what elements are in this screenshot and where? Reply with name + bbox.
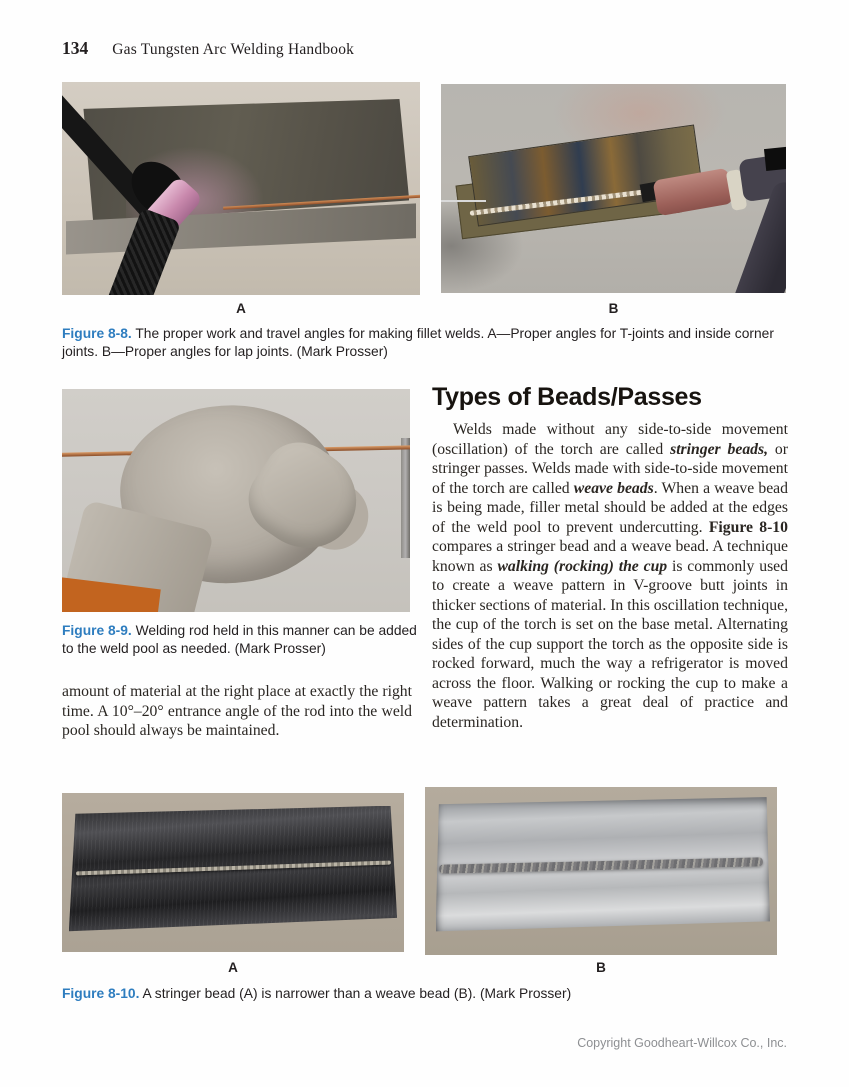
tungsten-electrode — [441, 200, 486, 202]
paragraph-segment: compares a stringer bead and a weave bead. A technique known as — [432, 538, 788, 575]
figure-8-9-photo — [62, 389, 410, 612]
page-number: 134 — [62, 38, 89, 58]
paragraph-segment: is commonly used to create a weave pattern in V-groove butt joints in thicker sections of material. In this oscillation technique, the cup of the torch is set on the base metal. Alternating sides of the cup support the torch as the opposite side is rocked forward, much the way a refrigerator is moved across the floor. Walking or rocking the cup to make a weave pattern takes a great deal of practice and determination. — [432, 557, 788, 731]
figure-8-10-caption-text: A stringer bead (A) is narrower than a weave bead (B). (Mark Prosser) — [139, 986, 572, 1001]
figure-8-8-caption-label: Figure 8-8. — [62, 326, 132, 341]
figure-8-10-caption — [62, 985, 789, 1003]
figure-8-8-caption-text: The proper work and travel angles for making fillet welds. A—Proper angles for T-joints and inside corner joints. B—Proper angles for lap joints. (Mark Prosser) — [62, 326, 774, 359]
figure-8-10-caption-label: Figure 8-10. — [62, 986, 140, 1001]
term-stringer-beads: stringer beads, — [670, 440, 769, 458]
section-heading: Types of Beads/Passes — [432, 383, 702, 411]
figure-8-10-photo-a — [62, 793, 404, 952]
section-paragraph — [432, 420, 788, 732]
paragraph-segment: . When a weave bead is being made, filler metal should be added at the edges of the weld pool to prevent undercutting. — [432, 479, 788, 536]
book-title: Gas Tungsten Arc Welding Handbook — [112, 41, 355, 58]
figure-8-10-label-b: B — [596, 960, 606, 975]
paragraph-segment: Welds made without any side-to-side movement (oscillation) of the torch are called — [432, 421, 788, 458]
figure-8-9-caption-label: Figure 8-9. — [62, 623, 132, 638]
term-weave-beads: weave beads — [573, 479, 654, 497]
term-walking-the-cup: walking (rocking) the cup — [497, 557, 668, 575]
figure-8-9-caption-text: Welding rod held in this manner can be added to the weld pool as needed. (Mark Prosser) — [62, 623, 417, 656]
figure-reference: Figure 8-10 — [708, 518, 788, 536]
copyright-notice: Copyright Goodheart-Willcox Co., Inc. — [577, 1036, 787, 1050]
figure-8-8-photo-b — [441, 84, 786, 293]
page-header — [62, 38, 762, 59]
figure-8-10-label-a: A — [228, 960, 238, 975]
figure-8-8-label-a: A — [236, 301, 246, 316]
paragraph-segment: or stringer passes. Welds made with side-to-side movement of the torch are called — [432, 440, 788, 497]
metal-strip — [401, 438, 410, 558]
figure-8-8-label-b: B — [608, 301, 619, 316]
figure-8-10-photo-b — [425, 787, 777, 955]
figure-8-9-caption — [62, 622, 418, 657]
figure-8-8-caption — [62, 325, 789, 360]
torch-neck — [764, 145, 786, 171]
figure-8-8-photo-a — [62, 82, 420, 295]
left-column-paragraph: amount of material at the right place at exactly the right time. A 10°–20° entrance angle of the rod into the weld pool should always be maintained. — [62, 683, 412, 739]
